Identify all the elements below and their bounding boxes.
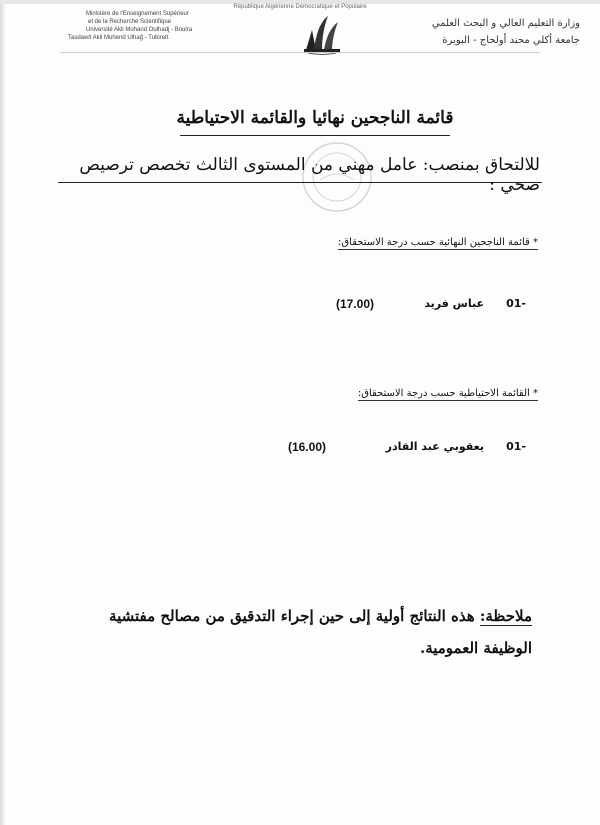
section-heading-text: * القائمة الاحتياطية حسب درجة الاستحقاق: [357,388,538,399]
section-heading-text: * قائمة الناجحين النهائية حسب درجة الاستحقاق: [338,237,538,248]
ar-header-line: وزارة التعليم العالي و البحث العلمي [431,18,580,29]
list-item [330,297,540,317]
entry-score: (17.00) [336,297,375,311]
ar-header-line: جامعة أكلي محند أولحاج - البويرة [442,35,580,46]
republic-header: République Algérienne Démocratique et Populaire [233,4,367,10]
note-text: هذه النتائج أولية إلى حين إجراء التدقيق من مصالح مفتشية الوظيفة العمومية. [109,607,532,657]
entry-score: (16.00) [288,440,327,454]
note-label: ملاحظة: [479,607,532,625]
reserve-list-heading [358,388,538,399]
entry-name: يعقوبي عبد القادر [385,440,484,453]
fr-header-line: et de la Recherche Scientifique [88,19,172,25]
list-item [282,440,540,460]
fr-header-line: Université Akli Mohand Oulhadj - Bouira [86,27,193,33]
title-underline [180,135,450,136]
fr-header-line: Tasdawit Akli Muhend Ulhağ - Tubirett [68,35,169,41]
note-paragraph [62,600,532,664]
french-institution-header [66,10,241,42]
university-logo-icon [298,10,346,56]
entry-number: 01- [506,440,526,453]
arabic-institution-header [400,15,580,49]
final-list-heading [338,237,538,248]
post-description: للالتحاق بمنصب: عامل مهني من المستوى الثالث تخصص ترصيص صحي : [79,155,540,195]
entry-name: عباس فريد [424,297,484,310]
scan-shadow [0,0,6,825]
header-divider [60,52,540,53]
fr-header-line: Ministère de l'Enseignement Supérieur [86,11,189,17]
document-title: قائمة الناجحين نهائيا والقائمة الاحتياطية [176,108,454,128]
entry-number: 01- [506,297,526,310]
post-underline [58,182,542,183]
